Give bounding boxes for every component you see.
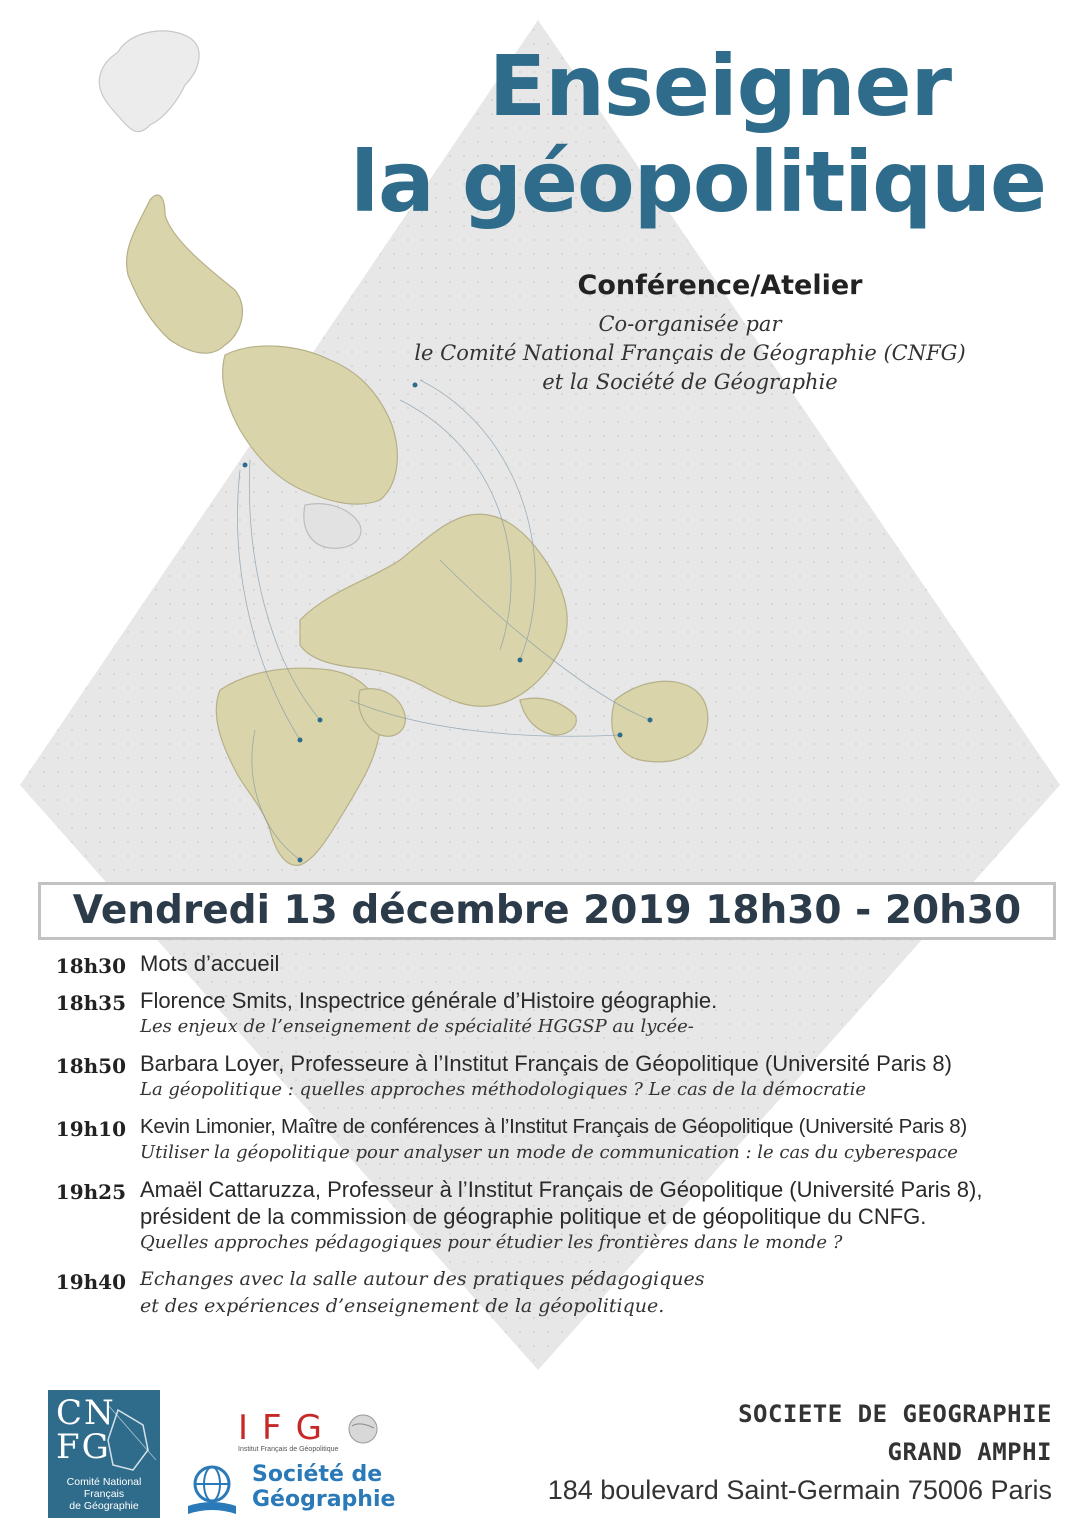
title-line-2: la géopolitique [350, 133, 1046, 231]
program-topic: Les enjeux de l’enseignement de spécialité HGGSP au lycée- [140, 1016, 694, 1037]
program-time: 18h35 [55, 991, 126, 1015]
venue-info [532, 1395, 1052, 1509]
organizers-line-2: le Comité National Français de Géographie (CNFG) [414, 341, 966, 365]
ifg-logo [238, 1410, 388, 1460]
venue-room: GRAND AMPHI [887, 1438, 1052, 1466]
cnfg-logo-caption [48, 1476, 160, 1512]
title-line-1: Enseigner [488, 37, 951, 135]
program-time: 18h30 [55, 954, 126, 978]
program-topic: Quelles approches pédagogiques pour étudier les frontières dans le monde ? [140, 1232, 843, 1253]
cnfg-caption-line-3: de Géographie [69, 1500, 139, 1512]
organizers [340, 310, 1040, 397]
africa-shape [216, 668, 380, 865]
program-topic: La géopolitique : quelles approches méthodologiques ? Le cas de la démocratie [140, 1079, 867, 1100]
program-item [38, 1113, 1048, 1166]
ifg-logo-letters: IFG [238, 1408, 336, 1448]
program-topic: Echanges avec la salle autour des pratiques pédagogiques [140, 1268, 705, 1290]
program-topic-continued: et des expériences d’enseignement de la géopolitique. [140, 1295, 665, 1317]
program-time: 18h50 [55, 1054, 126, 1078]
program-time: 19h40 [55, 1270, 126, 1294]
cnfg-logo-letters: CNFG [56, 1393, 116, 1467]
sdg-line-1: Société de [252, 1462, 383, 1487]
sdg-line-2: Géographie [252, 1487, 396, 1512]
program-item [38, 1266, 1048, 1320]
societe-de-geographie-logo [180, 1462, 410, 1522]
south-america-shape [127, 195, 243, 353]
page-title [326, 38, 1046, 230]
program-time: 19h25 [55, 1180, 126, 1204]
event-date-banner: Vendredi 13 décembre 2019 18h30 - 20h30 [38, 882, 1056, 940]
antarctica-shape [99, 31, 199, 132]
sdg-logo-text [252, 1462, 395, 1512]
program-item [38, 1176, 1048, 1256]
subtitle: Conférence/Atelier [577, 270, 863, 301]
program-speaker: Mots d’accueil [140, 951, 280, 976]
ifg-logo-caption: Institut Français de Géopolitique [238, 1446, 339, 1453]
australia-shape [612, 681, 708, 762]
partner-logos [48, 1390, 408, 1520]
cnfg-caption-line-2: Français [83, 1488, 125, 1500]
southeast-asia-shape [520, 698, 576, 735]
program-topic: Utiliser la géopolitique pour analyser un mode de communication : le cas du cyberespace [140, 1142, 958, 1163]
program-speaker: Kevin Limonier, Maître de conférences à l’Institut Français de Géopolitique (Université Paris 8) [140, 1115, 967, 1138]
program-time: 19h10 [55, 1117, 126, 1141]
globe-icon [346, 1412, 380, 1446]
greenland-shape [304, 504, 361, 549]
venue-name: SOCIETE DE GEOGRAPHIE [738, 1400, 1052, 1428]
venue-address: 184 boulevard Saint-Germain 75006 Paris [547, 1475, 1052, 1505]
program-speaker: Amaël Cattaruzza, Professeur à l’Institut Français de Géopolitique (Université Paris 8), président de la commission de géographie politique et de géopolitique du CNFG. [140, 1177, 983, 1229]
program-speaker: Florence Smits, Inspectrice générale d’Histoire géographie. [140, 988, 718, 1013]
program-speaker: Barbara Loyer, Professeure à l’Institut Français de Géopolitique (Université Paris 8) [140, 1051, 952, 1076]
cnfg-logo [48, 1390, 160, 1518]
program-item [38, 1050, 1048, 1103]
cnfg-caption-line-1: Comité National [66, 1476, 142, 1488]
program-list [38, 950, 1048, 1330]
program-item [38, 987, 1048, 1040]
program-item [38, 950, 1048, 977]
organizers-line-1: Co-organisée par [598, 312, 782, 336]
organizers-line-3: et la Société de Géographie [542, 370, 838, 394]
globe-book-icon [180, 1462, 244, 1520]
